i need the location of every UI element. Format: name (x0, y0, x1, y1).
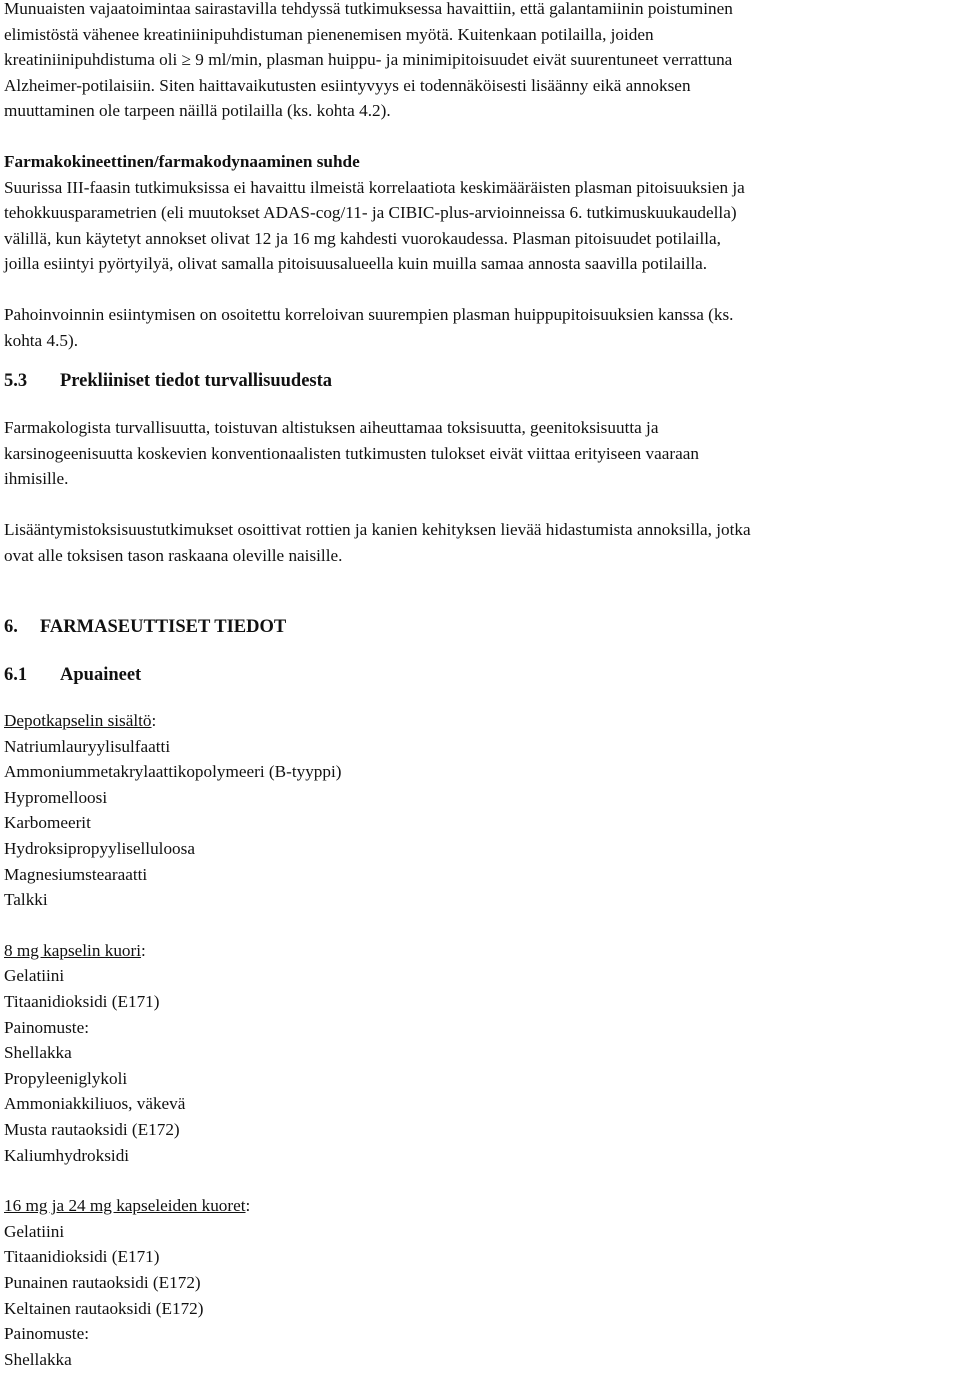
text-line: kohta 4.5). (4, 330, 78, 350)
list-item: Gelatiini (4, 1221, 65, 1241)
section-5-3-heading (4, 368, 956, 394)
list-item: Keltainen rautaoksidi (E172) (4, 1298, 204, 1318)
text-line: elimistöstä vähenee kreatiniinipuhdistuman pienenemisen myötä. Kuitenkaan potilailla, joiden (4, 24, 654, 44)
document-page (4, 0, 956, 1372)
section-number: 6. (4, 617, 18, 638)
text-line: välillä, kun käytetyt annokset olivat 12 ja 16 mg kahdesti vuorokaudessa. Plasman pitoisuudet potilailla, (4, 228, 721, 248)
text-line: kreatiniinipuhdistuma oli ≥ 9 ml/min, plasman huippu- ja minimipitoisuudet eivät suurentuneet verrattuna (4, 50, 733, 70)
text-line: tehokkuusparametrien (eli muutokset ADAS-cog/11- ja CIBIC-plus-arvioinneissa 6. tutkimuskuukaudella) (4, 203, 737, 223)
section-6 (4, 614, 956, 640)
list-item: Painomuste: (4, 1324, 89, 1344)
list-item: Ammoniummetakrylaattikopolymeeri (B-tyyppi) (4, 762, 342, 782)
list-item: Hydroksipropyyliselluloosa (4, 839, 195, 859)
shell-16-24mg-list (4, 1219, 956, 1373)
shell-16-24mg-label: 16 mg ja 24 mg kapseleiden kuoret: (4, 1196, 251, 1216)
list-item: Propyleeniglykoli (4, 1068, 128, 1088)
text-line: Suurissa III-faasin tutkimuksissa ei havaittu ilmeistä korrelaatiota keskimääräisten plasman pitoisuuksien ja (4, 177, 745, 197)
pkpd-section (4, 149, 956, 353)
section-title: Apuaineet (60, 665, 142, 686)
section-number: 5.3 (4, 371, 28, 392)
list-item: Titaanidioksidi (E171) (4, 1247, 160, 1267)
section-title: FARMASEUTTISET TIEDOT (40, 617, 287, 638)
list-item: Hypromelloosi (4, 787, 108, 807)
section-5-3 (4, 368, 956, 568)
section-6-1-heading (4, 662, 956, 688)
section-6-heading (4, 614, 956, 640)
text-line: muuttaminen ole tarpeen näillä potilailla (ks. kohta 4.2). (4, 101, 391, 121)
list-item: Karbomeerit (4, 813, 91, 833)
text-line: Lisääntymistoksisuustutkimukset osoittivat rottien ja kanien kehityksen lievää hidastumista annoksilla, jotka (4, 519, 751, 539)
text-line: Alzheimer-potilaisiin. Siten haittavaikutusten esiintyvyys ei todennäköisesti lisäänny eikä annoksen (4, 75, 691, 95)
renal-impairment-paragraph (4, 0, 956, 124)
text-line: Farmakologista turvallisuutta, toistuvan altistuksen aiheuttamaa toksisuutta, geenitoksisuutta ja (4, 418, 659, 438)
shell-8mg-label: 8 mg kapselin kuori: (4, 940, 146, 960)
section-number: 6.1 (4, 665, 28, 686)
text-line: karsinogeenisuutta koskevien konventionaalisten tutkimusten tulokset eivät viittaa erityiseen vaaraan (4, 443, 699, 463)
list-item: Magnesiumstearaatti (4, 864, 148, 884)
list-item: Natriumlauryylisulfaatti (4, 736, 171, 756)
pkpd-heading: Farmakokineettinen/farmakodynaaminen suhde (4, 151, 360, 171)
text-line: ovat alle toksisen tason raskaana oleville naisille. (4, 545, 343, 565)
list-item: Ammoniakkiliuos, väkevä (4, 1094, 186, 1114)
text-line: ihmisille. (4, 469, 69, 489)
section-title: Prekliiniset tiedot turvallisuudesta (60, 371, 333, 392)
text-line: Munuaisten vajaatoimintaa sairastavilla tehdyssä tutkimuksessa havaittiin, että galantamiinin poistuminen (4, 0, 733, 18)
list-item: Shellakka (4, 1043, 72, 1063)
list-item: Painomuste: (4, 1017, 89, 1037)
list-item: Talkki (4, 890, 48, 910)
text-line: Pahoinvoinnin esiintymisen on osoitettu korreloivan suurempien plasman huippupitoisuuksien kanssa (ks. (4, 304, 734, 324)
capsule-contents-label: Depotkapselin sisältö: (4, 711, 157, 731)
list-item: Shellakka (4, 1349, 72, 1369)
list-item: Punainen rautaoksidi (E172) (4, 1272, 201, 1292)
capsule-contents-list (4, 734, 956, 913)
list-item: Kaliumhydroksidi (4, 1145, 130, 1165)
list-item: Titaanidioksidi (E171) (4, 992, 160, 1012)
section-6-1 (4, 662, 956, 1372)
list-item: Musta rautaoksidi (E172) (4, 1120, 180, 1139)
shell-8mg-list (4, 963, 956, 1168)
list-item: Gelatiini (4, 966, 65, 986)
text-line: joilla esiintyi pyörtyilyä, olivat samalla pitoisuusalueella kuin muilla samaa annosta saavilla potilailla. (4, 254, 708, 274)
